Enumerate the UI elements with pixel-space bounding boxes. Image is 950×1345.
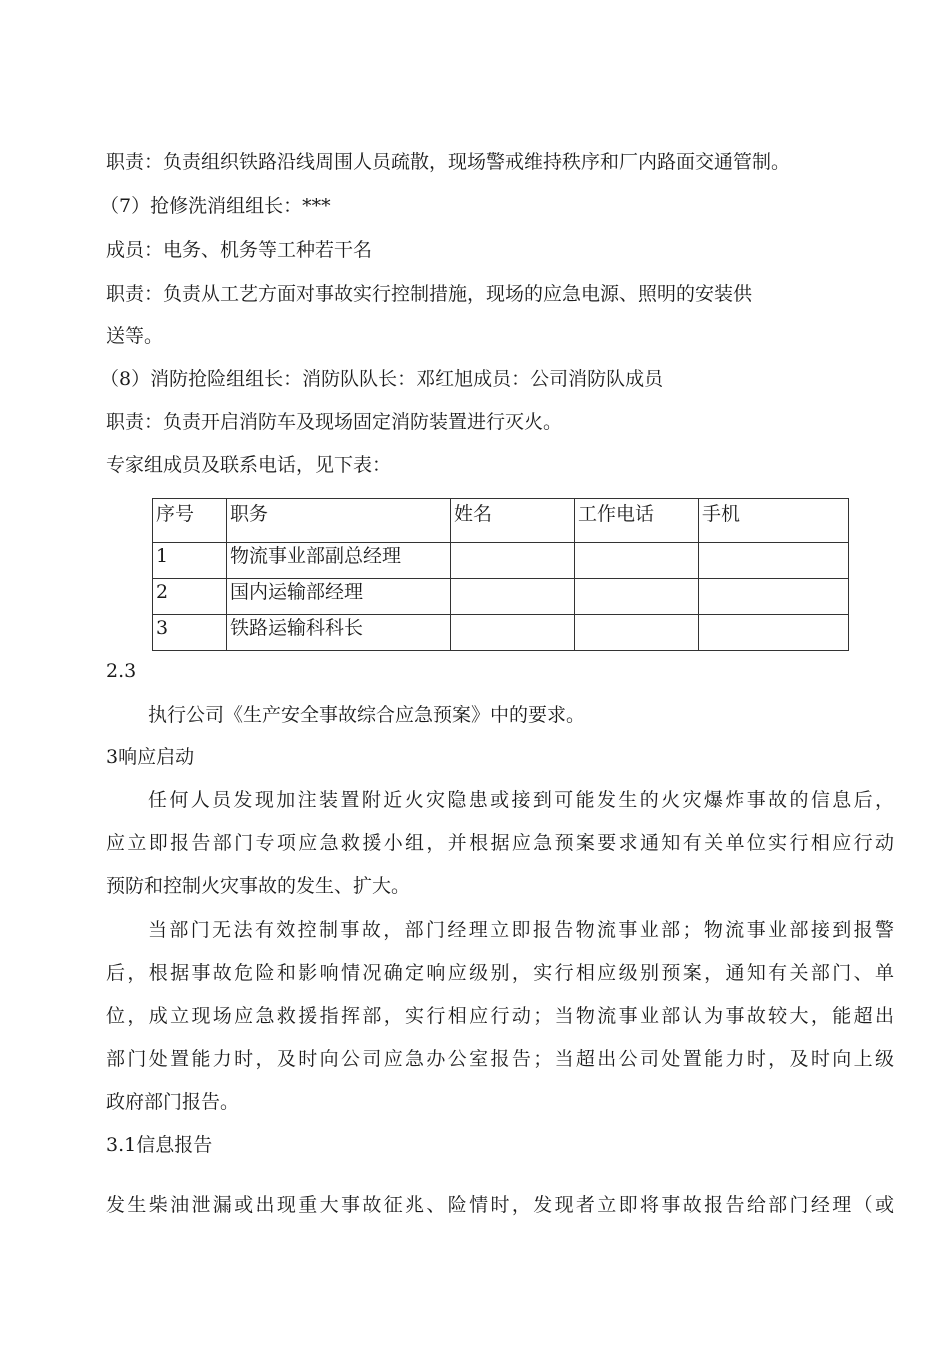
section-3-heading: 3响应启动 (106, 746, 195, 768)
cell-work-phone (575, 543, 699, 579)
cell-mobile (699, 615, 849, 651)
cell-mobile (699, 579, 849, 615)
section-3-para1-line2: 应立即报告部门专项应急救援小组，并根据应急预案要求通知有关单位实行相应行动 (106, 832, 894, 854)
section-2-3-heading: 2.3 (106, 660, 137, 682)
section-3-para2-line2: 后，根据事故危险和影响情况确定响应级别，实行相应级别预案，通知有关部门、单 (106, 962, 894, 984)
section-3-para2-line5: 政府部门报告。 (106, 1091, 240, 1113)
section-3-para1-line1: 任何人员发现加注装置附近火灾隐患或接到可能发生的火灾爆炸事故的信息后， (148, 789, 894, 811)
line-expert-intro: 专家组成员及联系电话，见下表： (106, 454, 392, 476)
section-2-3-text: 执行公司《生产安全事故综合应急预案》中的要求。 (148, 704, 586, 726)
table-row (153, 615, 849, 651)
section-3-1-heading: 3.1信息报告 (106, 1134, 213, 1156)
section-3-para1-line3: 预防和控制火灾事故的发生、扩大。 (106, 875, 411, 897)
header-index: 序号 (153, 499, 227, 543)
table-header-row (153, 499, 849, 543)
cell-work-phone (575, 579, 699, 615)
cell-position: 铁路运输科科长 (227, 615, 451, 651)
line-fire-group-duty: 职责：负责开启消防车及现场固定消防装置进行灭火。 (106, 411, 563, 433)
line-repair-group-duty-cont: 送等。 (106, 325, 164, 347)
header-mobile: 手机 (699, 499, 849, 543)
section-3-para2-line1: 当部门无法有效控制事故，部门经理立即报告物流事业部；物流事业部接到报警 (148, 919, 894, 941)
section-3-para2-line4: 部门处置能力时，及时向公司应急办公室报告；当超出公司处置能力时，及时向上级 (106, 1048, 894, 1070)
section-3-1-text: 发生柴油泄漏或出现重大事故征兆、险情时，发现者立即将事故报告给部门经理（或 (106, 1194, 894, 1216)
table-row (153, 543, 849, 579)
line-repair-group-duty: 职责：负责从工艺方面对事故实行控制措施，现场的应急电源、照明的安装供 (106, 283, 753, 305)
line-repair-group-leader: （7）抢修洗消组组长：*** (100, 195, 331, 217)
header-name: 姓名 (451, 499, 575, 543)
line-duty-evacuation: 职责：负责组织铁路沿线周围人员疏散，现场警戒维持秩序和厂内路面交通管制。 (106, 151, 791, 173)
cell-name (451, 543, 575, 579)
cell-index: 2 (153, 579, 227, 615)
cell-name (451, 579, 575, 615)
cell-mobile (699, 543, 849, 579)
header-work-phone: 工作电话 (575, 499, 699, 543)
cell-position: 物流事业部副总经理 (227, 543, 451, 579)
cell-index: 3 (153, 615, 227, 651)
cell-work-phone (575, 615, 699, 651)
header-position: 职务 (227, 499, 451, 543)
line-fire-group-leader: （8）消防抢险组组长：消防队队长：邓红旭成员：公司消防队成员 (100, 368, 664, 390)
line-repair-group-members: 成员：电务、机务等工种若干名 (106, 239, 373, 261)
section-3-para2-line3: 位，成立现场应急救援指挥部，实行相应行动；当物流事业部认为事故较大，能超出 (106, 1005, 894, 1027)
cell-index: 1 (153, 543, 227, 579)
cell-name (451, 615, 575, 651)
expert-contact-table (152, 498, 849, 651)
table-row (153, 579, 849, 615)
cell-position: 国内运输部经理 (227, 579, 451, 615)
